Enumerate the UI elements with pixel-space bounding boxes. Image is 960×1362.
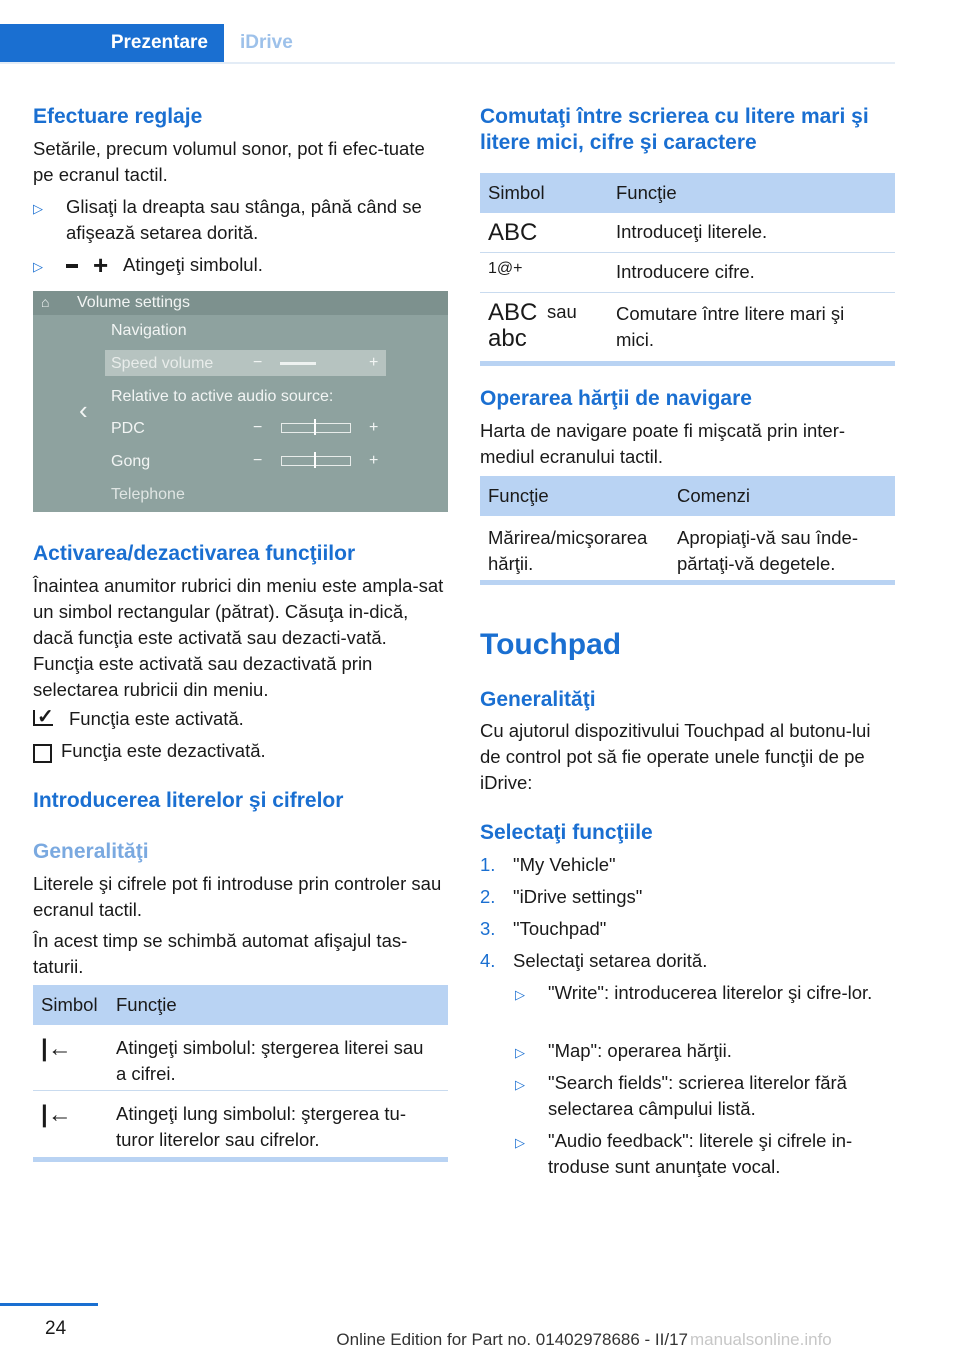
subtitle-general: Generalităţi: [33, 840, 149, 863]
screen-title: Volume settings: [77, 294, 190, 311]
activation-text: Înaintea anumitor rubrici din meniu este ampla-sat un simbol rectangular (pătrat). Căsuţa in-dică, dacă funcţia este activată sau dezacti-vată. Funcţia este activată sau dezactivată prin selectarea rubricii din meniu.: [33, 575, 444, 700]
back-chevron-icon: ‹: [79, 395, 88, 425]
tab-idrive[interactable]: iDrive: [240, 32, 293, 53]
page-number: 24: [45, 1318, 67, 1339]
table-header: Simbol Funcţie: [33, 985, 448, 1025]
section-heading-touchpad: Touchpad: [480, 628, 622, 661]
plus-icon: +: [93, 250, 109, 280]
screen-item-gong: Gong: [111, 453, 151, 470]
symbol-table: [33, 985, 448, 1162]
minus-icon: [66, 264, 78, 268]
table-row: Mărirea/micşorarea hărţii. Apropiaţi-vă sau înde-părtaţi-vă degetele.: [488, 527, 858, 574]
screen-item-navigation: Navigation: [111, 322, 187, 339]
screen-item-pdc: PDC: [111, 420, 145, 437]
abc-upper-icon: ABC: [488, 299, 538, 326]
input-text-2: În acest timp se schimbă automat afişajul tas-taturii.: [33, 930, 408, 977]
table-row: |← Atingeţi simbolul: ştergerea literei sau a cifrei.: [33, 1025, 448, 1091]
subtitle-select-functions: Selectaţi funcţiile: [480, 821, 653, 844]
section-title-settings: Efectuare reglaje: [33, 105, 203, 128]
header-bar: [0, 24, 895, 64]
section-title-activation: Activarea/dezactivarea funcţiilor: [33, 542, 356, 565]
triangle-bullet-icon: ▷: [33, 259, 43, 274]
watermark: manualsonline.info: [690, 1330, 832, 1349]
table-header: Simbol Funcţie: [480, 173, 895, 213]
map-table: [480, 476, 895, 585]
table-row: 1@+ Introducere cifre.: [480, 253, 895, 293]
footer-rule: [0, 1303, 98, 1306]
section-title-input: Introducerea literelor şi cifrelor: [33, 789, 344, 812]
screen-item-telephone: Telephone: [111, 486, 185, 503]
abc-upper-icon: ABC: [488, 219, 538, 246]
settings-text: Setările, precum volumul sonor, pot fi efec-tuate pe ecranul tactil.: [33, 138, 425, 185]
table-header: Funcţie Comenzi: [480, 476, 895, 516]
triangle-bullet-icon: ▷: [515, 1045, 525, 1060]
screen-item-speed-volume: Speed volume: [111, 355, 214, 372]
home-icon: ⌂: [41, 294, 50, 310]
backspace-icon: |←: [41, 1101, 72, 1128]
numbers-icon: 1@+: [488, 260, 523, 277]
triangle-bullet-icon: ▷: [515, 987, 525, 1002]
table-row: ABC sau abc Comutare între litere mari şi mici.: [488, 299, 845, 352]
backspace-icon: |←: [41, 1035, 72, 1062]
empty-box-icon: [33, 744, 52, 763]
case-table: [480, 173, 895, 366]
table-row: ABC Introduceţi literele.: [480, 213, 895, 253]
triangle-bullet-icon: ▷: [515, 1135, 525, 1150]
edition-text: Online Edition for Part no. 01402978686 - II/17: [336, 1330, 688, 1349]
map-text: Harta de navigare poate fi mişcată prin inter-mediul ecranului tactil.: [480, 420, 846, 467]
section-title-case: Comutaţi între scrierea cu litere mari şi litere mici, cifre şi caractere: [480, 105, 869, 154]
abc-lower-icon: abc: [488, 325, 527, 352]
triangle-bullet-icon: ▷: [515, 1077, 525, 1092]
section-title-map: Operarea hărţii de navigare: [480, 387, 752, 410]
tab-prezentare[interactable]: Prezentare: [0, 24, 224, 62]
subtitle-general: Generalităţi: [480, 688, 596, 711]
table-row: |← Atingeţi lung simbolul: ştergerea tu-turor literelor sau cifrelor.: [41, 1101, 406, 1150]
input-text-1: Literele şi cifrele pot fi introduse prin controler sau ecranul tactil.: [33, 873, 442, 920]
screen-item-relative: Relative to active audio source:: [111, 388, 334, 405]
touchpad-text: Cu ajutorul dispozitivului Touchpad al butonu-lui de control pot să fie operate unele funcţii de pe iDrive:: [480, 720, 871, 793]
triangle-bullet-icon: ▷: [33, 201, 43, 216]
volume-settings-screenshot: ⌂ Volume settings ‹ Navigation Speed volume − + Relative to active audio source: PDC − + Gong − + Telephone: [33, 291, 448, 512]
